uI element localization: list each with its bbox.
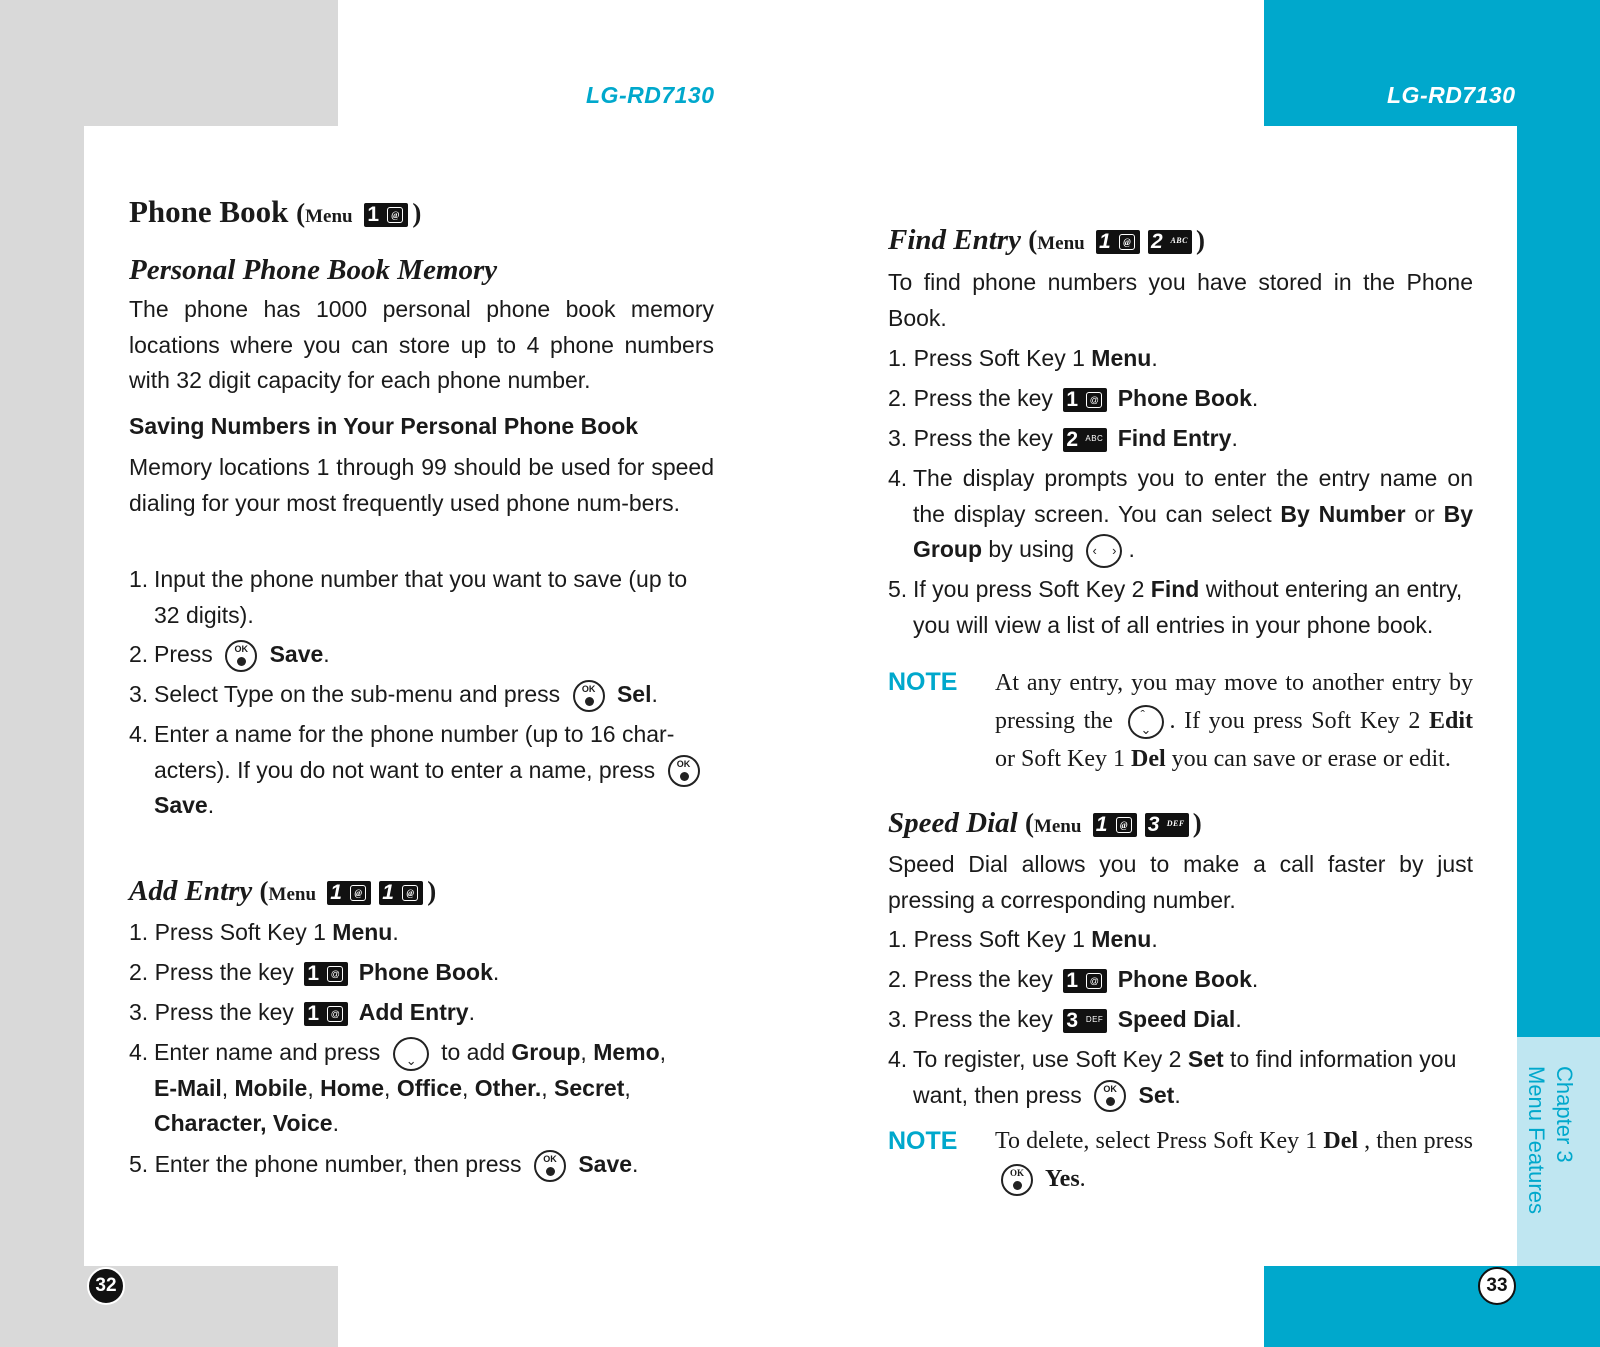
phone-book-heading: Phone Book (Menu 1 @ ) — [129, 194, 422, 229]
ok-button-icon: OK — [534, 1150, 566, 1182]
find-entry-note-label: NOTE — [888, 668, 958, 696]
list-item: 4. To register, use Soft Key 2 Set to find information you want, then press OK Set. — [888, 1042, 1473, 1113]
list-item: 1. Press Soft Key 1 Menu. — [888, 926, 1158, 952]
list-item: 2. Press OK Save. — [129, 637, 714, 673]
find-entry-note-text: At any entry, you may move to another entry by pressing the ˆ ⌄ . If you press Soft Key 2 Edit or Soft Key 1 Del you can save or erase or edit. — [995, 670, 1474, 772]
personal-memory-body: The phone has 1000 personal phone book memory locations where you can store up to 4 phone numbers with 32 digit capacity for each phone number. — [129, 296, 714, 393]
list-item: 3. Press the key 3 DEF Speed Dial. — [888, 1006, 1242, 1032]
page-number-right: 33 — [1478, 1267, 1516, 1305]
key-2-icon: 2 ABC — [1148, 230, 1192, 254]
list-item: 4. Enter a name for the phone number (up to 16 char-acters). If you do not want to enter a name, press OK Save. — [129, 717, 714, 824]
key-1-icon: 1 @ — [379, 881, 423, 905]
add-entry-heading: Add Entry (Menu 1 @ 1 @ ) — [129, 875, 437, 907]
chapter-number: Chapter 3 — [1552, 1066, 1577, 1163]
key-1-icon: 1 @ — [304, 962, 348, 986]
ok-button-icon: OK — [1001, 1164, 1033, 1196]
list-item: 4. Enter name and press ⌄ to add Group, Memo, E-Mail, Mobile, Home, Office, Other., Secret, Character, Voice. — [129, 1035, 714, 1142]
model-name-left: LG-RD7130 — [586, 82, 715, 108]
speed-dial-heading: Speed Dial (Menu 1 @ 3 DEF ) — [888, 807, 1202, 839]
key-1-icon: 1 @ — [1063, 388, 1107, 412]
nav-left-right-icon: ‹ › — [1086, 534, 1122, 568]
key-1-icon: 1 @ — [1063, 969, 1107, 993]
list-item: 4. The display prompts you to enter the entry name on the display screen. You can select By Number or By Group by using ‹ › . — [888, 461, 1473, 568]
corner-band-top-left — [0, 0, 338, 126]
key-1-icon: 1 @ — [327, 881, 371, 905]
list-item: 1. Press Soft Key 1 Menu. — [888, 345, 1158, 371]
corner-band-bottom-left — [0, 1266, 338, 1347]
ok-button-icon: OK — [573, 680, 605, 712]
speed-dial-intro: Speed Dial allows you to make a call faster by just pressing a corresponding number. — [888, 851, 1473, 913]
personal-memory-heading: Personal Phone Book Memory — [129, 254, 498, 286]
saving-numbers-heading: Saving Numbers in Your Personal Phone Book — [129, 413, 639, 439]
list-item: 5. Enter the phone number, then press OK Save. — [129, 1147, 638, 1182]
key-3-icon: 3 DEF — [1145, 813, 1189, 837]
list-item: 3. Select Type on the sub-menu and press OK Sel. — [129, 677, 714, 713]
page-number-left: 32 — [87, 1267, 125, 1305]
margin-band-right — [1517, 126, 1600, 1037]
list-item: 2. Press the key 1 @ Phone Book. — [129, 959, 500, 985]
nav-down-icon: ⌄ — [393, 1037, 429, 1071]
ok-button-icon: OK — [1094, 1080, 1126, 1112]
list-item: 2. Press the key 1 @ Phone Book. — [888, 385, 1259, 411]
key-1-icon: 1 @ — [304, 1002, 348, 1026]
speed-dial-note-label: NOTE — [888, 1127, 958, 1155]
key-1-icon: 1 @ — [364, 203, 408, 227]
find-entry-heading: Find Entry (Menu 1 @ 2 ABC ) — [888, 224, 1205, 256]
key-2-icon: 2 ABC — [1063, 428, 1107, 452]
corner-band-bottom-right — [1264, 1266, 1600, 1347]
list-item: 3. Press the key 1 @ Add Entry. — [129, 999, 475, 1025]
key-1-icon: 1 @ — [1093, 813, 1137, 837]
model-name-right: LG-RD7130 — [1387, 82, 1516, 108]
ok-button-icon: OK — [668, 755, 700, 787]
speed-dial-note-text: To delete, select Press Soft Key 1 Del , then press OK Yes. — [995, 1122, 1473, 1198]
list-item: 1. Input the phone number that you want to save (up to 32 digits). — [129, 566, 688, 628]
ok-button-icon: OK — [225, 640, 257, 672]
list-item: 3. Press the key 2 ABC Find Entry. — [888, 425, 1238, 451]
key-1-icon: 1 @ — [1096, 230, 1140, 254]
find-entry-intro: To find phone numbers you have stored in the Phone Book. — [888, 269, 1473, 331]
chapter-section: Menu Features — [1524, 1066, 1549, 1214]
list-item: 2. Press the key 1 @ Phone Book. — [888, 966, 1259, 992]
saving-numbers-body: Memory locations 1 through 99 should be used for speed dialing for your most frequently used phone num-bers. — [129, 454, 714, 516]
chapter-label — [1522, 1066, 1600, 1241]
list-item: 5. If you press Soft Key 2 Find without entering an entry, you will view a list of all entries in your phone book. — [888, 576, 1463, 638]
list-item: 1. Press Soft Key 1 Menu. — [129, 919, 399, 945]
key-3-icon: 3 DEF — [1063, 1009, 1107, 1033]
margin-band-left — [0, 126, 84, 1266]
nav-up-down-icon: ˆ ⌄ — [1128, 705, 1164, 739]
